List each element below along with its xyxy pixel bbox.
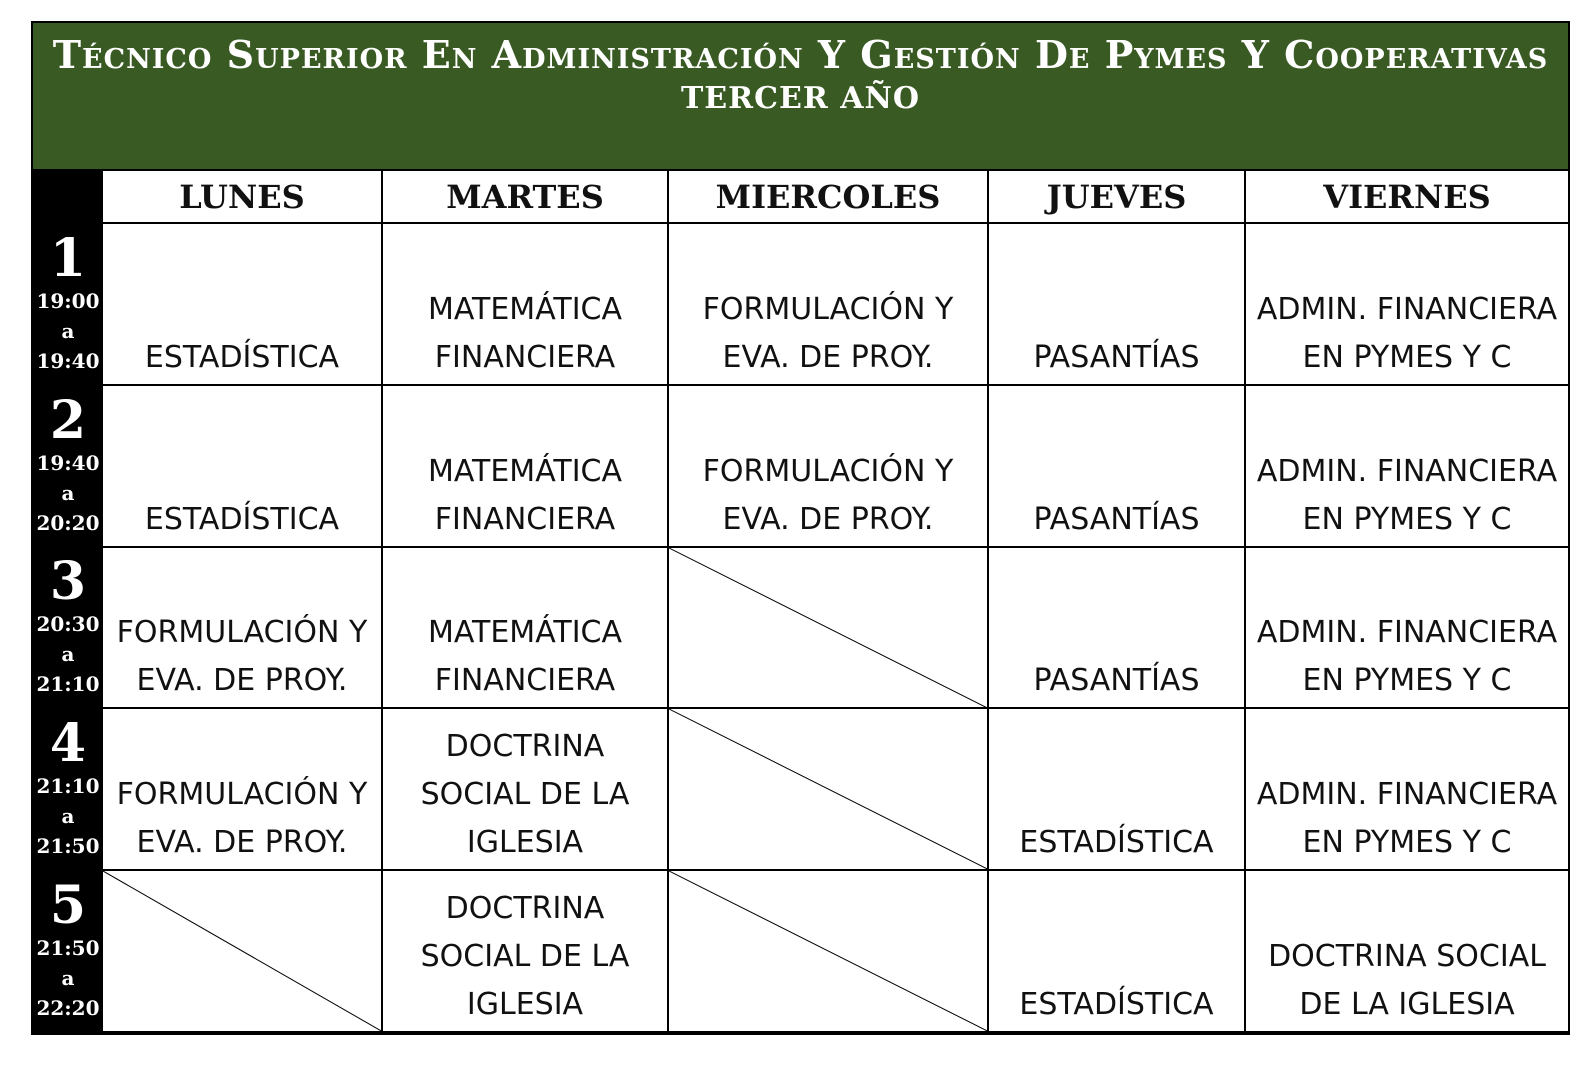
subject-name: ESTADÍSTICA [1019, 825, 1214, 861]
subject-cell [988, 547, 1245, 709]
subject-cell [102, 547, 382, 709]
slot-start-time: 19:00 [36, 288, 100, 313]
subject-cell [382, 547, 668, 709]
subject-cell [382, 870, 668, 1032]
slot-label [34, 547, 102, 709]
slot-separator: a [61, 642, 75, 667]
subject-name: ADMIN. FINANCIERA EN PYMES Y C [1256, 291, 1558, 375]
subject-name: PASANTÍAS [1033, 339, 1200, 375]
subject-name: DOCTRINA SOCIAL DE LA IGLESIA [1268, 939, 1546, 1022]
subject-name: FORMULACIÓN Y EVA. DE PROY. [116, 777, 368, 861]
schedule-sheet [31, 21, 1570, 1035]
no-class-slash [103, 871, 381, 1031]
year-subtitle: TERCER AÑO [680, 81, 921, 116]
subject-name: ESTADÍSTICA [1019, 987, 1214, 1022]
empty-cell [668, 547, 988, 709]
subject-name: ADMIN. FINANCIERA EN PYMES Y C [1256, 777, 1558, 861]
day-header-row [34, 170, 1569, 223]
slot-separator: a [61, 480, 75, 505]
slot-label [34, 223, 102, 385]
subject-cell [382, 708, 668, 870]
slot-label [34, 708, 102, 870]
subject-name: ADMIN. FINANCIERA EN PYMES Y C [1256, 615, 1558, 699]
day-header: MARTES [382, 170, 668, 223]
subject-cell [1245, 223, 1569, 385]
program-title: Técnico Superior En Administración Y Gestión De Pymes Y Cooperativas [52, 32, 1549, 77]
subject-name: MATEMÁTICA FINANCIERA [427, 453, 623, 537]
subject-cell [988, 223, 1245, 385]
subject-name: FORMULACIÓN Y EVA. DE PROY. [116, 615, 368, 699]
subject-cell [102, 708, 382, 870]
empty-cell [102, 870, 382, 1032]
slot-start-time: 19:40 [36, 450, 100, 475]
subject-cell [668, 385, 988, 547]
slot-number: 2 [49, 389, 87, 451]
subject-name: FORMULACIÓN Y EVA. DE PROY. [702, 291, 954, 375]
diagonal-line [669, 871, 987, 1031]
no-class-slash [669, 548, 987, 708]
subject-cell [988, 385, 1245, 547]
slot-number: 1 [49, 227, 87, 289]
slot-separator: a [61, 804, 75, 829]
slot-end-time: 20:20 [36, 510, 100, 535]
day-header: LUNES [102, 170, 382, 223]
slot-number: 5 [49, 875, 87, 937]
subject-cell [1245, 385, 1569, 547]
subject-name: PASANTÍAS [1033, 501, 1200, 537]
subject-cell [382, 385, 668, 547]
slot-end-time: 19:40 [36, 348, 100, 373]
subject-cell [668, 223, 988, 385]
subject-cell [988, 870, 1245, 1032]
day-header: JUEVES [988, 170, 1245, 223]
subject-cell [988, 708, 1245, 870]
slot-start-time: 21:50 [36, 936, 100, 961]
no-class-slash [669, 709, 987, 869]
slot-separator: a [61, 318, 75, 343]
subject-name: ESTADÍSTICA [144, 339, 340, 375]
subject-name: ESTADÍSTICA [144, 501, 340, 537]
time-slot-row [34, 870, 1569, 1032]
diagonal-line [669, 548, 987, 708]
slot-start-time: 21:10 [36, 774, 100, 799]
slot-number: 4 [49, 713, 87, 775]
subject-cell [102, 385, 382, 547]
subject-name: PASANTÍAS [1033, 663, 1200, 699]
subject-name: MATEMÁTICA FINANCIERA [427, 615, 623, 699]
slot-label [34, 870, 102, 1032]
slot-number: 3 [49, 551, 87, 613]
subject-cell [1245, 547, 1569, 709]
slot-end-time: 21:50 [36, 834, 100, 859]
slot-label [34, 385, 102, 547]
corner-cell [34, 170, 102, 223]
time-slot-row [34, 547, 1569, 709]
slot-start-time: 20:30 [36, 612, 100, 637]
subject-name: FORMULACIÓN Y EVA. DE PROY. [702, 453, 954, 537]
empty-cell [668, 870, 988, 1032]
no-class-slash [669, 871, 987, 1031]
subject-name: MATEMÁTICA FINANCIERA [427, 291, 623, 375]
subject-cell [1245, 870, 1569, 1032]
time-slot-row [34, 385, 1569, 547]
slot-end-time: 22:20 [36, 996, 100, 1021]
diagonal-line [669, 709, 987, 869]
day-header: MIERCOLES [668, 170, 988, 223]
time-slot-row [34, 708, 1569, 870]
diagonal-line [103, 871, 381, 1031]
subject-cell [382, 223, 668, 385]
day-header: VIERNES [1245, 170, 1569, 223]
subject-name: DOCTRINA SOCIAL DE LA IGLESIA [420, 891, 630, 1022]
schedule-header [33, 23, 1568, 169]
slot-end-time: 21:10 [36, 672, 100, 697]
schedule-table [33, 169, 1570, 1033]
subject-cell [102, 223, 382, 385]
time-slot-row [34, 223, 1569, 385]
subject-name: DOCTRINA SOCIAL DE LA IGLESIA [420, 729, 630, 861]
subject-cell [1245, 708, 1569, 870]
slot-separator: a [61, 966, 75, 991]
empty-cell [668, 708, 988, 870]
subject-name: ADMIN. FINANCIERA EN PYMES Y C [1256, 453, 1558, 537]
